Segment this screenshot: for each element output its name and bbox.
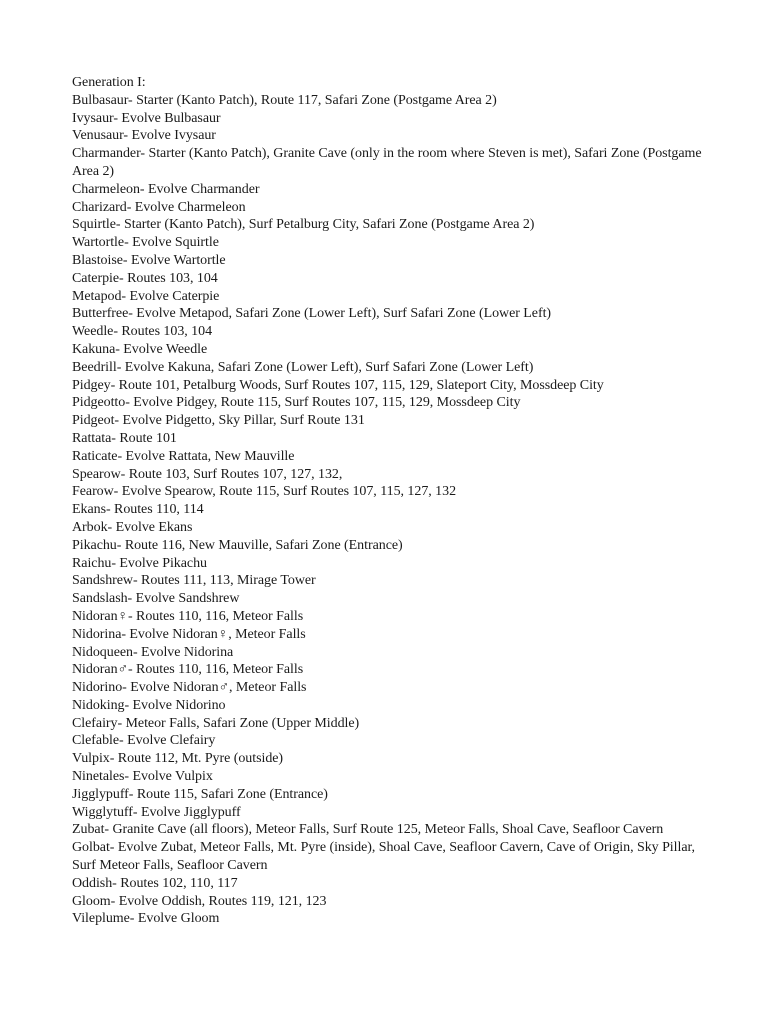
list-item: Raticate- Evolve Rattata, New Mauville bbox=[72, 448, 295, 464]
list-item: Weedle- Routes 103, 104 bbox=[72, 324, 213, 340]
list-item: Metapod- Evolve Caterpie bbox=[72, 288, 220, 304]
list-item: Charmeleon- Evolve Charmander bbox=[72, 181, 260, 197]
list-item: Sandshrew- Routes 111, 113, Mirage Tower bbox=[72, 573, 316, 589]
pokemon-list bbox=[72, 92, 702, 928]
list-item: Butterfree- Evolve Metapod, Safari Zone (Lower Left), Surf Safari Zone (Lower Left) bbox=[72, 306, 552, 322]
list-item: Squirtle- Starter (Kanto Patch), Surf Petalburg City, Safari Zone (Postgame Area 2) bbox=[72, 217, 535, 233]
list-item: Caterpie- Routes 103, 104 bbox=[72, 270, 218, 286]
list-item: Nidorino- Evolve Nidoran♂, Meteor Falls bbox=[72, 680, 307, 696]
list-item: Golbat- Evolve Zubat, Meteor Falls, Mt. Pyre (inside), Shoal Cave, Seafloor Cavern, Cave of Origin, Sky Pillar, Surf Meteor Falls, Seafloor Cavern bbox=[72, 840, 695, 874]
list-item: Fearow- Evolve Spearow, Route 115, Surf Routes 107, 115, 127, 132 bbox=[72, 484, 457, 500]
list-item: Kakuna- Evolve Weedle bbox=[72, 341, 208, 357]
list-item: Vulpix- Route 112, Mt. Pyre (outside) bbox=[72, 751, 284, 767]
list-item: Ivysaur- Evolve Bulbasaur bbox=[72, 110, 221, 126]
list-item: Venusaur- Evolve Ivysaur bbox=[72, 128, 216, 144]
list-item: Nidoqueen- Evolve Nidorina bbox=[72, 644, 234, 660]
list-item: Zubat- Granite Cave (all floors), Meteor Falls, Surf Route 125, Meteor Falls, Shoal Cave, Seafloor Cavern bbox=[72, 822, 664, 838]
list-item: Charmander- Starter (Kanto Patch), Granite Cave (only in the room where Steven is met), Safari Zone (Postgame Area 2) bbox=[72, 146, 702, 179]
list-item: Gloom- Evolve Oddish, Routes 119, 121, 123 bbox=[72, 893, 327, 909]
list-item: Vileplume- Evolve Gloom bbox=[72, 911, 220, 927]
list-item: Nidoran♀- Routes 110, 116, Meteor Falls bbox=[72, 608, 304, 624]
list-item: Blastoise- Evolve Wartortle bbox=[72, 252, 226, 268]
list-item: Clefable- Evolve Clefairy bbox=[72, 733, 216, 749]
list-item: Pidgeotto- Evolve Pidgey, Route 115, Surf Routes 107, 115, 129, Mossdeep City bbox=[72, 395, 521, 411]
list-item: Nidoking- Evolve Nidorino bbox=[72, 697, 226, 713]
list-item: Nidoran♂- Routes 110, 116, Meteor Falls bbox=[72, 662, 304, 678]
list-item: Rattata- Route 101 bbox=[72, 430, 177, 446]
list-item: Clefairy- Meteor Falls, Safari Zone (Upper Middle) bbox=[72, 715, 360, 731]
list-item: Pidgey- Route 101, Petalburg Woods, Surf Routes 107, 115, 129, Slateport City, Mossdeep City bbox=[72, 377, 604, 393]
list-item: Sandslash- Evolve Sandshrew bbox=[72, 591, 240, 607]
document-page bbox=[72, 74, 702, 928]
list-item: Charizard- Evolve Charmeleon bbox=[72, 199, 246, 215]
list-item: Nidorina- Evolve Nidoran♀, Meteor Falls bbox=[72, 626, 306, 642]
list-item: Pidgeot- Evolve Pidgetto, Sky Pillar, Surf Route 131 bbox=[72, 413, 365, 429]
list-item: Beedrill- Evolve Kakuna, Safari Zone (Lower Left), Surf Safari Zone (Lower Left) bbox=[72, 359, 534, 375]
list-item: Wartortle- Evolve Squirtle bbox=[72, 235, 219, 251]
list-item: Bulbasaur- Starter (Kanto Patch), Route 117, Safari Zone (Postgame Area 2) bbox=[72, 92, 497, 108]
list-item: Raichu- Evolve Pikachu bbox=[72, 555, 207, 571]
list-item: Arbok- Evolve Ekans bbox=[72, 519, 193, 535]
section-heading: Generation I: bbox=[72, 75, 146, 90]
list-item: Wigglytuff- Evolve Jigglypuff bbox=[72, 804, 241, 820]
list-item: Ekans- Routes 110, 114 bbox=[72, 502, 204, 518]
list-item: Oddish- Routes 102, 110, 117 bbox=[72, 875, 238, 891]
list-item: Jigglypuff- Route 115, Safari Zone (Entrance) bbox=[72, 786, 328, 802]
list-item: Pikachu- Route 116, New Mauville, Safari Zone (Entrance) bbox=[72, 537, 403, 553]
list-item: Ninetales- Evolve Vulpix bbox=[72, 769, 213, 785]
list-item: Spearow- Route 103, Surf Routes 107, 127, 132, bbox=[72, 466, 343, 482]
